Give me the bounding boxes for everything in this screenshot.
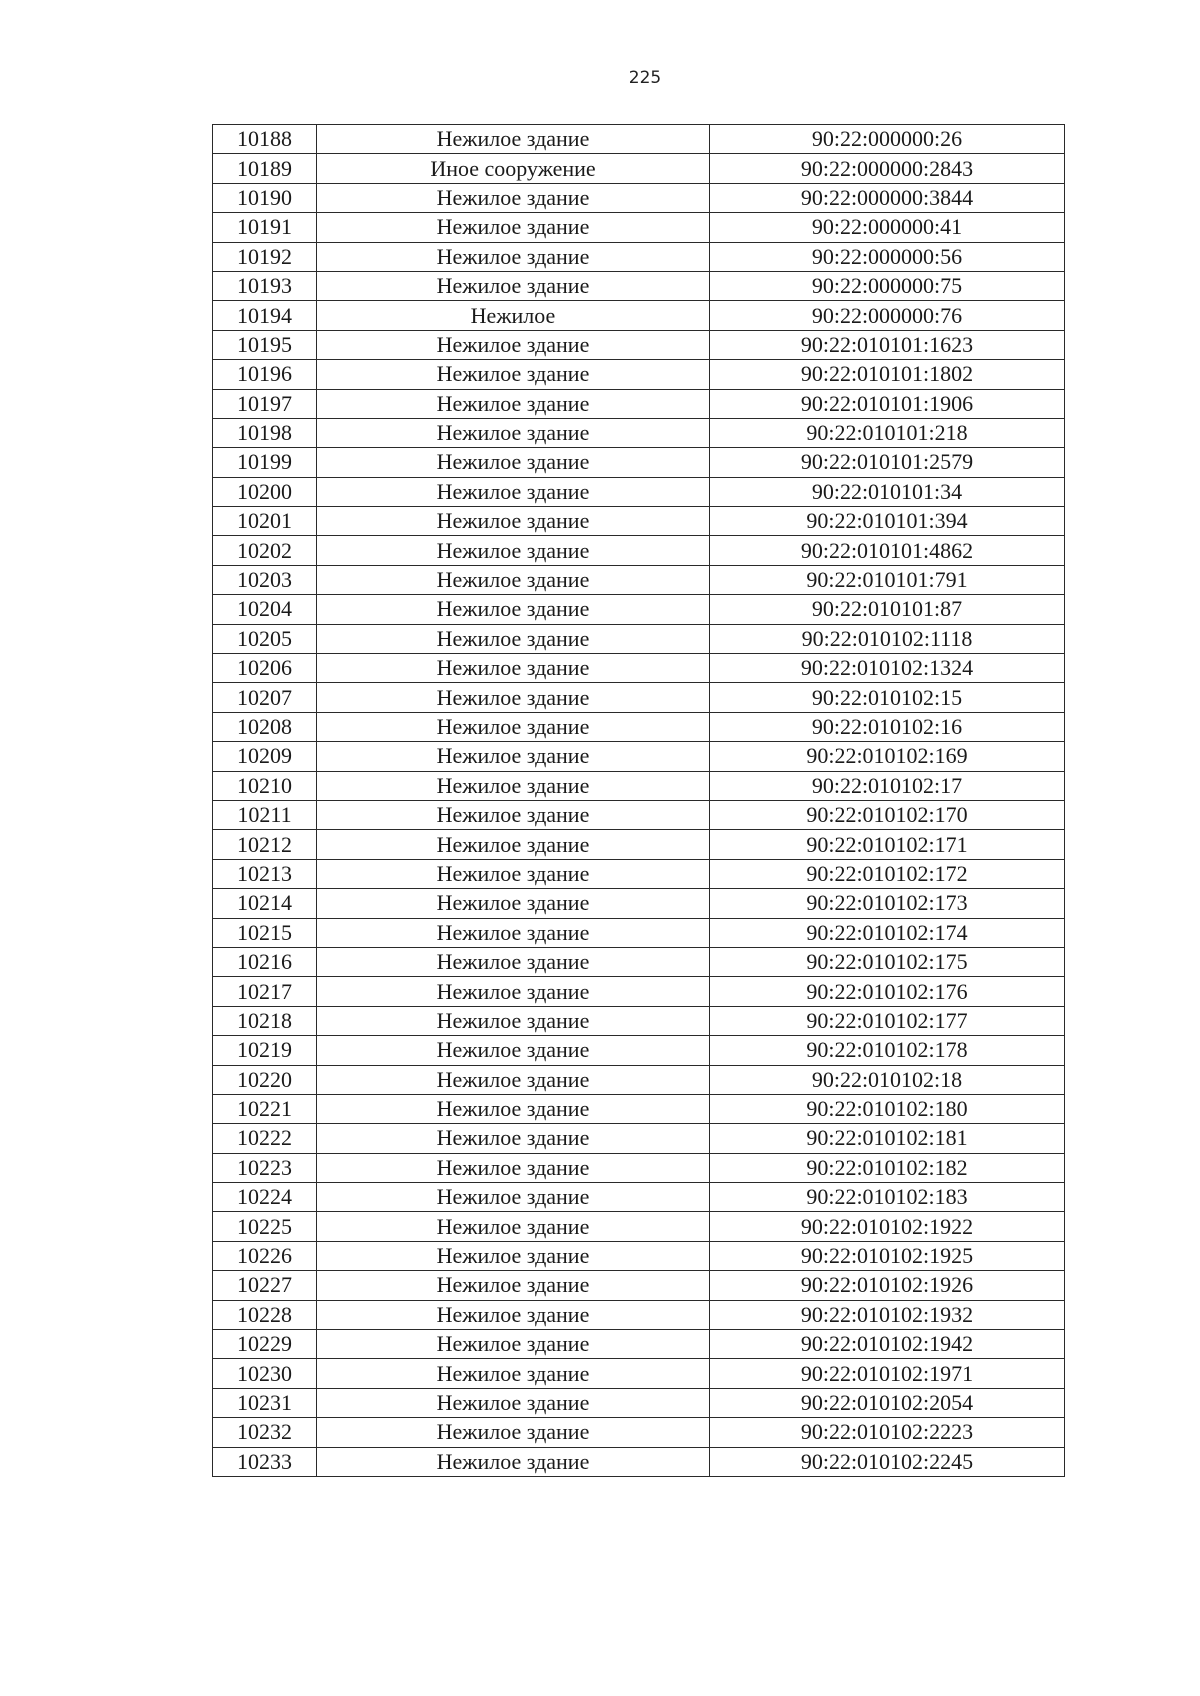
cadastral-number-cell: 90:22:010102:1942 [710, 1330, 1065, 1359]
object-type-cell: Нежилое [317, 301, 710, 330]
cadastral-number-cell: 90:22:000000:41 [710, 213, 1065, 242]
object-type-cell: Нежилое здание [317, 565, 710, 594]
object-type-cell: Нежилое здание [317, 1036, 710, 1065]
cadastral-number-cell: 90:22:000000:2843 [710, 154, 1065, 183]
table-row [213, 595, 1065, 624]
row-number-cell: 10231 [213, 1388, 317, 1417]
object-type-cell: Нежилое здание [317, 1241, 710, 1270]
row-number-cell: 10221 [213, 1094, 317, 1123]
table-row [213, 830, 1065, 859]
cadastral-number-cell: 90:22:010102:172 [710, 859, 1065, 888]
row-number-cell: 10216 [213, 947, 317, 976]
table-row [213, 1036, 1065, 1065]
table-row [213, 624, 1065, 653]
object-type-cell: Нежилое здание [317, 1065, 710, 1094]
cadastral-number-cell: 90:22:010102:1926 [710, 1271, 1065, 1300]
row-number-cell: 10213 [213, 859, 317, 888]
cadastral-number-cell: 90:22:010102:182 [710, 1153, 1065, 1182]
cadastral-number-cell: 90:22:010102:2054 [710, 1388, 1065, 1417]
object-type-cell: Нежилое здание [317, 242, 710, 271]
table-row [213, 1271, 1065, 1300]
cadastral-number-cell: 90:22:010102:1118 [710, 624, 1065, 653]
row-number-cell: 10197 [213, 389, 317, 418]
row-number-cell: 10222 [213, 1124, 317, 1153]
table-row [213, 1124, 1065, 1153]
row-number-cell: 10225 [213, 1212, 317, 1241]
cadastral-number-cell: 90:22:010101:1906 [710, 389, 1065, 418]
row-number-cell: 10230 [213, 1359, 317, 1388]
row-number-cell: 10194 [213, 301, 317, 330]
object-type-cell: Иное сооружение [317, 154, 710, 183]
object-type-cell: Нежилое здание [317, 712, 710, 741]
row-number-cell: 10206 [213, 654, 317, 683]
table-row [213, 1212, 1065, 1241]
table-row [213, 654, 1065, 683]
row-number-cell: 10205 [213, 624, 317, 653]
cadastral-number-cell: 90:22:010102:169 [710, 742, 1065, 771]
object-type-cell: Нежилое здание [317, 742, 710, 771]
table-row [213, 1065, 1065, 1094]
cadastral-number-cell: 90:22:010101:1802 [710, 360, 1065, 389]
row-number-cell: 10219 [213, 1036, 317, 1065]
object-type-cell: Нежилое здание [317, 947, 710, 976]
row-number-cell: 10214 [213, 889, 317, 918]
cadastral-number-cell: 90:22:010102:1932 [710, 1300, 1065, 1329]
row-number-cell: 10189 [213, 154, 317, 183]
row-number-cell: 10195 [213, 330, 317, 359]
cadastral-number-cell: 90:22:010102:173 [710, 889, 1065, 918]
row-number-cell: 10228 [213, 1300, 317, 1329]
object-type-cell: Нежилое здание [317, 683, 710, 712]
row-number-cell: 10224 [213, 1183, 317, 1212]
table-row [213, 1388, 1065, 1417]
cadastral-number-cell: 90:22:010101:87 [710, 595, 1065, 624]
object-type-cell: Нежилое здание [317, 183, 710, 212]
object-type-cell: Нежилое здание [317, 389, 710, 418]
row-number-cell: 10210 [213, 771, 317, 800]
object-type-cell: Нежилое здание [317, 624, 710, 653]
row-number-cell: 10229 [213, 1330, 317, 1359]
table-row [213, 859, 1065, 888]
object-type-cell: Нежилое здание [317, 213, 710, 242]
object-type-cell: Нежилое здание [317, 1359, 710, 1388]
object-type-cell: Нежилое здание [317, 507, 710, 536]
object-type-cell: Нежилое здание [317, 360, 710, 389]
object-type-cell: Нежилое здание [317, 889, 710, 918]
object-type-cell: Нежилое здание [317, 830, 710, 859]
cadastral-number-cell: 90:22:010101:791 [710, 565, 1065, 594]
table-row [213, 800, 1065, 829]
object-type-cell: Нежилое здание [317, 125, 710, 154]
cadastral-number-cell: 90:22:010102:1324 [710, 654, 1065, 683]
object-type-cell: Нежилое здание [317, 1006, 710, 1035]
cadastral-number-cell: 90:22:010102:178 [710, 1036, 1065, 1065]
row-number-cell: 10202 [213, 536, 317, 565]
cadastral-number-cell: 90:22:010102:181 [710, 1124, 1065, 1153]
object-type-cell: Нежилое здание [317, 771, 710, 800]
object-type-cell: Нежилое здание [317, 1212, 710, 1241]
table-row [213, 507, 1065, 536]
row-number-cell: 10191 [213, 213, 317, 242]
row-number-cell: 10220 [213, 1065, 317, 1094]
object-type-cell: Нежилое здание [317, 1271, 710, 1300]
table-row [213, 1183, 1065, 1212]
cadastral-number-cell: 90:22:010102:16 [710, 712, 1065, 741]
row-number-cell: 10215 [213, 918, 317, 947]
cadastral-number-cell: 90:22:000000:76 [710, 301, 1065, 330]
table-row [213, 1330, 1065, 1359]
row-number-cell: 10193 [213, 271, 317, 300]
cadastral-number-cell: 90:22:010102:177 [710, 1006, 1065, 1035]
object-type-cell: Нежилое здание [317, 918, 710, 947]
table-row [213, 889, 1065, 918]
cadastral-number-cell: 90:22:010102:1971 [710, 1359, 1065, 1388]
table-row [213, 1241, 1065, 1270]
object-type-cell: Нежилое здание [317, 1153, 710, 1182]
cadastral-number-cell: 90:22:010101:394 [710, 507, 1065, 536]
cadastral-number-cell: 90:22:010102:15 [710, 683, 1065, 712]
cadastral-number-cell: 90:22:010102:2245 [710, 1447, 1065, 1476]
table-row [213, 977, 1065, 1006]
registry-table-body [213, 125, 1065, 1477]
registry-table [212, 124, 1065, 1477]
object-type-cell: Нежилое здание [317, 1388, 710, 1417]
page-number: 225 [628, 68, 662, 88]
table-row [213, 389, 1065, 418]
table-row [213, 271, 1065, 300]
cadastral-number-cell: 90:22:010101:4862 [710, 536, 1065, 565]
cadastral-number-cell: 90:22:010102:180 [710, 1094, 1065, 1123]
cadastral-number-cell: 90:22:010101:34 [710, 477, 1065, 506]
cadastral-number-cell: 90:22:010102:176 [710, 977, 1065, 1006]
table-row [213, 448, 1065, 477]
table-row [213, 477, 1065, 506]
table-row [213, 360, 1065, 389]
cadastral-number-cell: 90:22:000000:3844 [710, 183, 1065, 212]
table-row [213, 683, 1065, 712]
row-number-cell: 10212 [213, 830, 317, 859]
cadastral-number-cell: 90:22:010102:171 [710, 830, 1065, 859]
row-number-cell: 10218 [213, 1006, 317, 1035]
table-row [213, 1300, 1065, 1329]
object-type-cell: Нежилое здание [317, 477, 710, 506]
cadastral-number-cell: 90:22:010102:1925 [710, 1241, 1065, 1270]
cadastral-number-cell: 90:22:010102:1922 [710, 1212, 1065, 1241]
row-number-cell: 10232 [213, 1418, 317, 1447]
table-row [213, 242, 1065, 271]
cadastral-number-cell: 90:22:000000:75 [710, 271, 1065, 300]
row-number-cell: 10201 [213, 507, 317, 536]
table-row [213, 1006, 1065, 1035]
row-number-cell: 10211 [213, 800, 317, 829]
row-number-cell: 10204 [213, 595, 317, 624]
row-number-cell: 10200 [213, 477, 317, 506]
row-number-cell: 10227 [213, 1271, 317, 1300]
row-number-cell: 10203 [213, 565, 317, 594]
object-type-cell: Нежилое здание [317, 1183, 710, 1212]
object-type-cell: Нежилое здание [317, 418, 710, 447]
cadastral-number-cell: 90:22:010101:218 [710, 418, 1065, 447]
cadastral-number-cell: 90:22:010102:17 [710, 771, 1065, 800]
object-type-cell: Нежилое здание [317, 536, 710, 565]
object-type-cell: Нежилое здание [317, 595, 710, 624]
object-type-cell: Нежилое здание [317, 1124, 710, 1153]
table-row [213, 1418, 1065, 1447]
row-number-cell: 10198 [213, 418, 317, 447]
object-type-cell: Нежилое здание [317, 1300, 710, 1329]
table-row [213, 771, 1065, 800]
cadastral-number-cell: 90:22:010102:2223 [710, 1418, 1065, 1447]
object-type-cell: Нежилое здание [317, 1418, 710, 1447]
object-type-cell: Нежилое здание [317, 654, 710, 683]
table-row [213, 125, 1065, 154]
table-row [213, 1359, 1065, 1388]
table-row [213, 536, 1065, 565]
row-number-cell: 10196 [213, 360, 317, 389]
object-type-cell: Нежилое здание [317, 330, 710, 359]
cadastral-number-cell: 90:22:010102:174 [710, 918, 1065, 947]
cadastral-number-cell: 90:22:010101:2579 [710, 448, 1065, 477]
table-row [213, 154, 1065, 183]
table-row [213, 301, 1065, 330]
cadastral-number-cell: 90:22:010102:183 [710, 1183, 1065, 1212]
table-row [213, 418, 1065, 447]
table-row [213, 565, 1065, 594]
cadastral-number-cell: 90:22:010101:1623 [710, 330, 1065, 359]
table-row [213, 183, 1065, 212]
row-number-cell: 10192 [213, 242, 317, 271]
cadastral-number-cell: 90:22:000000:56 [710, 242, 1065, 271]
table-row [213, 1447, 1065, 1476]
table-row [213, 742, 1065, 771]
row-number-cell: 10190 [213, 183, 317, 212]
row-number-cell: 10208 [213, 712, 317, 741]
row-number-cell: 10223 [213, 1153, 317, 1182]
row-number-cell: 10199 [213, 448, 317, 477]
object-type-cell: Нежилое здание [317, 800, 710, 829]
table-row [213, 918, 1065, 947]
object-type-cell: Нежилое здание [317, 859, 710, 888]
row-number-cell: 10217 [213, 977, 317, 1006]
cadastral-number-cell: 90:22:010102:170 [710, 800, 1065, 829]
table-row [213, 330, 1065, 359]
cadastral-number-cell: 90:22:010102:175 [710, 947, 1065, 976]
row-number-cell: 10207 [213, 683, 317, 712]
table-row [213, 947, 1065, 976]
row-number-cell: 10188 [213, 125, 317, 154]
object-type-cell: Нежилое здание [317, 448, 710, 477]
object-type-cell: Нежилое здание [317, 977, 710, 1006]
row-number-cell: 10209 [213, 742, 317, 771]
table-row [213, 1094, 1065, 1123]
table-row [213, 1153, 1065, 1182]
row-number-cell: 10226 [213, 1241, 317, 1270]
object-type-cell: Нежилое здание [317, 271, 710, 300]
cadastral-number-cell: 90:22:000000:26 [710, 125, 1065, 154]
table-row [213, 712, 1065, 741]
table-row [213, 213, 1065, 242]
object-type-cell: Нежилое здание [317, 1330, 710, 1359]
object-type-cell: Нежилое здание [317, 1094, 710, 1123]
object-type-cell: Нежилое здание [317, 1447, 710, 1476]
cadastral-number-cell: 90:22:010102:18 [710, 1065, 1065, 1094]
row-number-cell: 10233 [213, 1447, 317, 1476]
